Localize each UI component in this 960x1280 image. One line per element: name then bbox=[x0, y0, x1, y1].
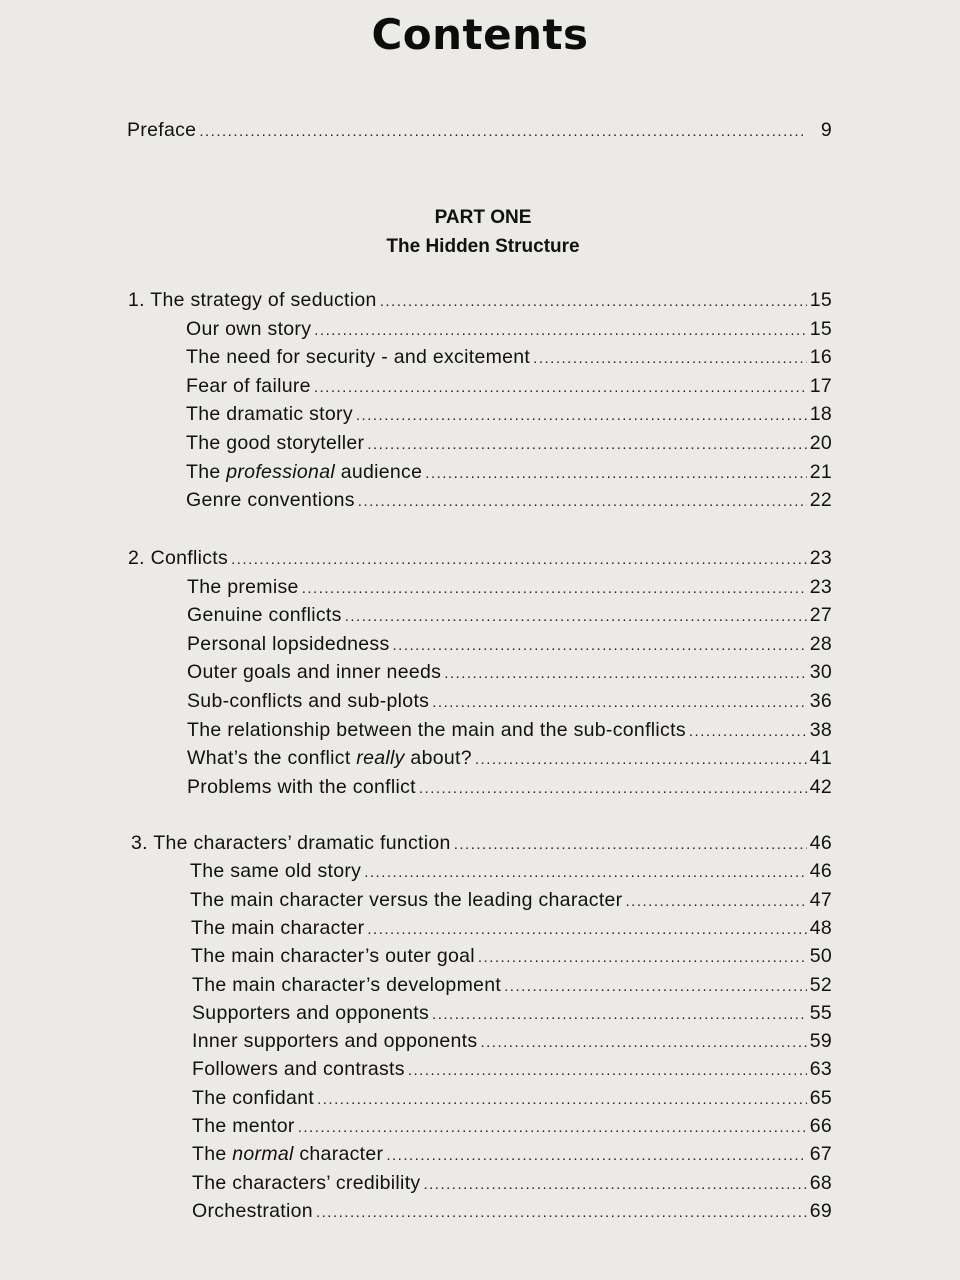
page-number: 46 bbox=[809, 860, 832, 882]
entry-label: Outer goals and inner needs bbox=[187, 661, 442, 683]
section-entry bbox=[186, 401, 832, 427]
entry-label: The normal character bbox=[192, 1143, 384, 1165]
entry-label: Personal lopsidedness bbox=[187, 633, 390, 655]
dot-leader bbox=[380, 289, 807, 315]
section-entry bbox=[191, 915, 832, 941]
page-number: 38 bbox=[809, 719, 832, 741]
section-entry bbox=[186, 430, 832, 456]
dot-leader bbox=[317, 1087, 807, 1113]
dot-leader bbox=[625, 889, 806, 915]
dot-leader bbox=[314, 375, 807, 401]
dot-leader bbox=[480, 1030, 806, 1056]
page-number: 17 bbox=[809, 375, 832, 397]
section-entry bbox=[192, 1085, 832, 1111]
dot-leader bbox=[533, 346, 807, 372]
dot-leader bbox=[444, 661, 807, 687]
section-entry bbox=[190, 887, 832, 913]
section-entry bbox=[187, 574, 832, 600]
entry-label: Followers and contrasts bbox=[192, 1058, 405, 1080]
page-number: 55 bbox=[809, 1002, 832, 1024]
dot-leader bbox=[475, 747, 807, 773]
entry-label: Problems with the conflict bbox=[187, 776, 416, 798]
section-entry bbox=[187, 631, 832, 657]
dot-leader bbox=[314, 318, 806, 344]
dot-leader bbox=[345, 604, 807, 630]
part-subtitle: The Hidden Structure bbox=[386, 236, 580, 257]
entry-label: The main character’s outer goal bbox=[191, 945, 475, 967]
section-entry bbox=[187, 774, 832, 800]
page-number: 42 bbox=[809, 776, 832, 798]
entry-label: Fear of failure bbox=[186, 375, 311, 397]
entry-label: Sub-conflicts and sub-plots bbox=[187, 690, 430, 712]
entry-label: The dramatic story bbox=[186, 403, 353, 425]
page-number: 16 bbox=[809, 346, 832, 368]
entry-label: Genre conventions bbox=[186, 489, 355, 511]
page-number: 28 bbox=[809, 633, 832, 655]
section-entry bbox=[186, 459, 832, 485]
page-number: 52 bbox=[809, 974, 832, 996]
dot-leader bbox=[302, 576, 807, 602]
page-number: 21 bbox=[809, 461, 832, 483]
dot-leader bbox=[504, 974, 807, 1000]
dot-leader bbox=[432, 690, 806, 716]
page-number: 23 bbox=[809, 547, 832, 569]
entry-label: The main character bbox=[191, 917, 365, 939]
chapter-heading bbox=[131, 830, 832, 856]
chapter-heading bbox=[128, 545, 832, 571]
page-number: 15 bbox=[809, 289, 832, 311]
dot-leader bbox=[425, 461, 806, 487]
entry-label: Supporters and opponents bbox=[192, 1002, 430, 1024]
section-entry bbox=[192, 1113, 832, 1139]
dot-leader bbox=[432, 1002, 807, 1028]
page-number: 66 bbox=[809, 1115, 832, 1137]
part-label: PART ONE bbox=[434, 207, 532, 228]
page-number: 68 bbox=[809, 1172, 832, 1194]
dot-leader bbox=[298, 1115, 807, 1141]
section-entry bbox=[192, 1141, 832, 1167]
page-number: 59 bbox=[809, 1030, 832, 1052]
section-entry bbox=[186, 487, 832, 513]
entry-label: Our own story bbox=[186, 318, 312, 340]
entry-label: The premise bbox=[187, 576, 299, 598]
section-entry bbox=[187, 717, 832, 743]
page-number: 41 bbox=[809, 747, 832, 769]
entry-label: 1. The strategy of seduction bbox=[128, 289, 377, 311]
dot-leader bbox=[689, 719, 807, 745]
page-number: 47 bbox=[809, 889, 832, 911]
page-number: 50 bbox=[809, 945, 832, 967]
page-number: 9 bbox=[820, 119, 832, 141]
page-number: 20 bbox=[809, 432, 832, 454]
dot-leader bbox=[356, 403, 807, 429]
page-number: 48 bbox=[809, 917, 832, 939]
dot-leader bbox=[364, 860, 806, 886]
page-title: Contents bbox=[371, 10, 589, 59]
dot-leader bbox=[358, 489, 807, 515]
section-entry bbox=[192, 1170, 832, 1196]
toc-entry-preface bbox=[127, 117, 832, 143]
section-entry bbox=[192, 1198, 832, 1224]
dot-leader bbox=[423, 1172, 806, 1198]
section-entry bbox=[186, 373, 832, 399]
entry-label: The main character versus the leading character bbox=[190, 889, 623, 911]
entry-label: 2. Conflicts bbox=[128, 547, 229, 569]
chapter-heading bbox=[128, 287, 832, 313]
page-number: 18 bbox=[809, 403, 832, 425]
section-entry bbox=[192, 1028, 832, 1054]
dot-leader bbox=[367, 432, 806, 458]
section-entry bbox=[192, 972, 832, 998]
page-number: 46 bbox=[809, 832, 832, 854]
dot-leader bbox=[419, 776, 807, 802]
section-entry bbox=[192, 1056, 832, 1082]
entry-label: The mentor bbox=[192, 1115, 295, 1137]
dot-leader bbox=[408, 1058, 807, 1084]
section-entry bbox=[187, 745, 832, 771]
dot-leader bbox=[199, 119, 807, 145]
entry-label: The need for security - and excitement bbox=[186, 346, 531, 368]
section-entry bbox=[187, 659, 832, 685]
page-number: 63 bbox=[809, 1058, 832, 1080]
entry-label: Preface bbox=[127, 119, 197, 141]
page-number: 65 bbox=[809, 1087, 832, 1109]
page-number: 67 bbox=[809, 1143, 832, 1165]
page-number: 22 bbox=[809, 489, 832, 511]
section-entry bbox=[187, 688, 832, 714]
entry-label: The good storyteller bbox=[186, 432, 365, 454]
section-entry bbox=[187, 602, 832, 628]
dot-leader bbox=[316, 1200, 807, 1226]
dot-leader bbox=[393, 633, 807, 659]
page-number: 27 bbox=[809, 604, 832, 626]
entry-label: The confidant bbox=[192, 1087, 315, 1109]
entry-label: Genuine conflicts bbox=[187, 604, 342, 626]
entry-label: The characters’ credibility bbox=[192, 1172, 421, 1194]
entry-label: The same old story bbox=[190, 860, 362, 882]
entry-label: The relationship between the main and the sub-conflicts bbox=[187, 719, 686, 741]
entry-label: The professional audience bbox=[186, 461, 423, 483]
section-entry bbox=[191, 943, 832, 969]
dot-leader bbox=[386, 1143, 806, 1169]
section-entry bbox=[186, 316, 832, 342]
dot-leader bbox=[454, 832, 807, 858]
page-number: 36 bbox=[809, 690, 832, 712]
page-number: 69 bbox=[809, 1200, 832, 1222]
dot-leader bbox=[367, 917, 806, 943]
page-number: 15 bbox=[809, 318, 832, 340]
section-entry bbox=[190, 858, 832, 884]
entry-label: Inner supporters and opponents bbox=[192, 1030, 478, 1052]
entry-label: What’s the conflict really about? bbox=[187, 747, 472, 769]
entry-label: Orchestration bbox=[192, 1200, 313, 1222]
entry-label: The main character’s development bbox=[192, 974, 502, 996]
dot-leader bbox=[478, 945, 807, 971]
page-number: 30 bbox=[809, 661, 832, 683]
entry-label: 3. The characters’ dramatic function bbox=[131, 832, 451, 854]
section-entry bbox=[192, 1000, 832, 1026]
page-number: 23 bbox=[809, 576, 832, 598]
section-entry bbox=[186, 344, 832, 370]
dot-leader bbox=[231, 547, 807, 573]
